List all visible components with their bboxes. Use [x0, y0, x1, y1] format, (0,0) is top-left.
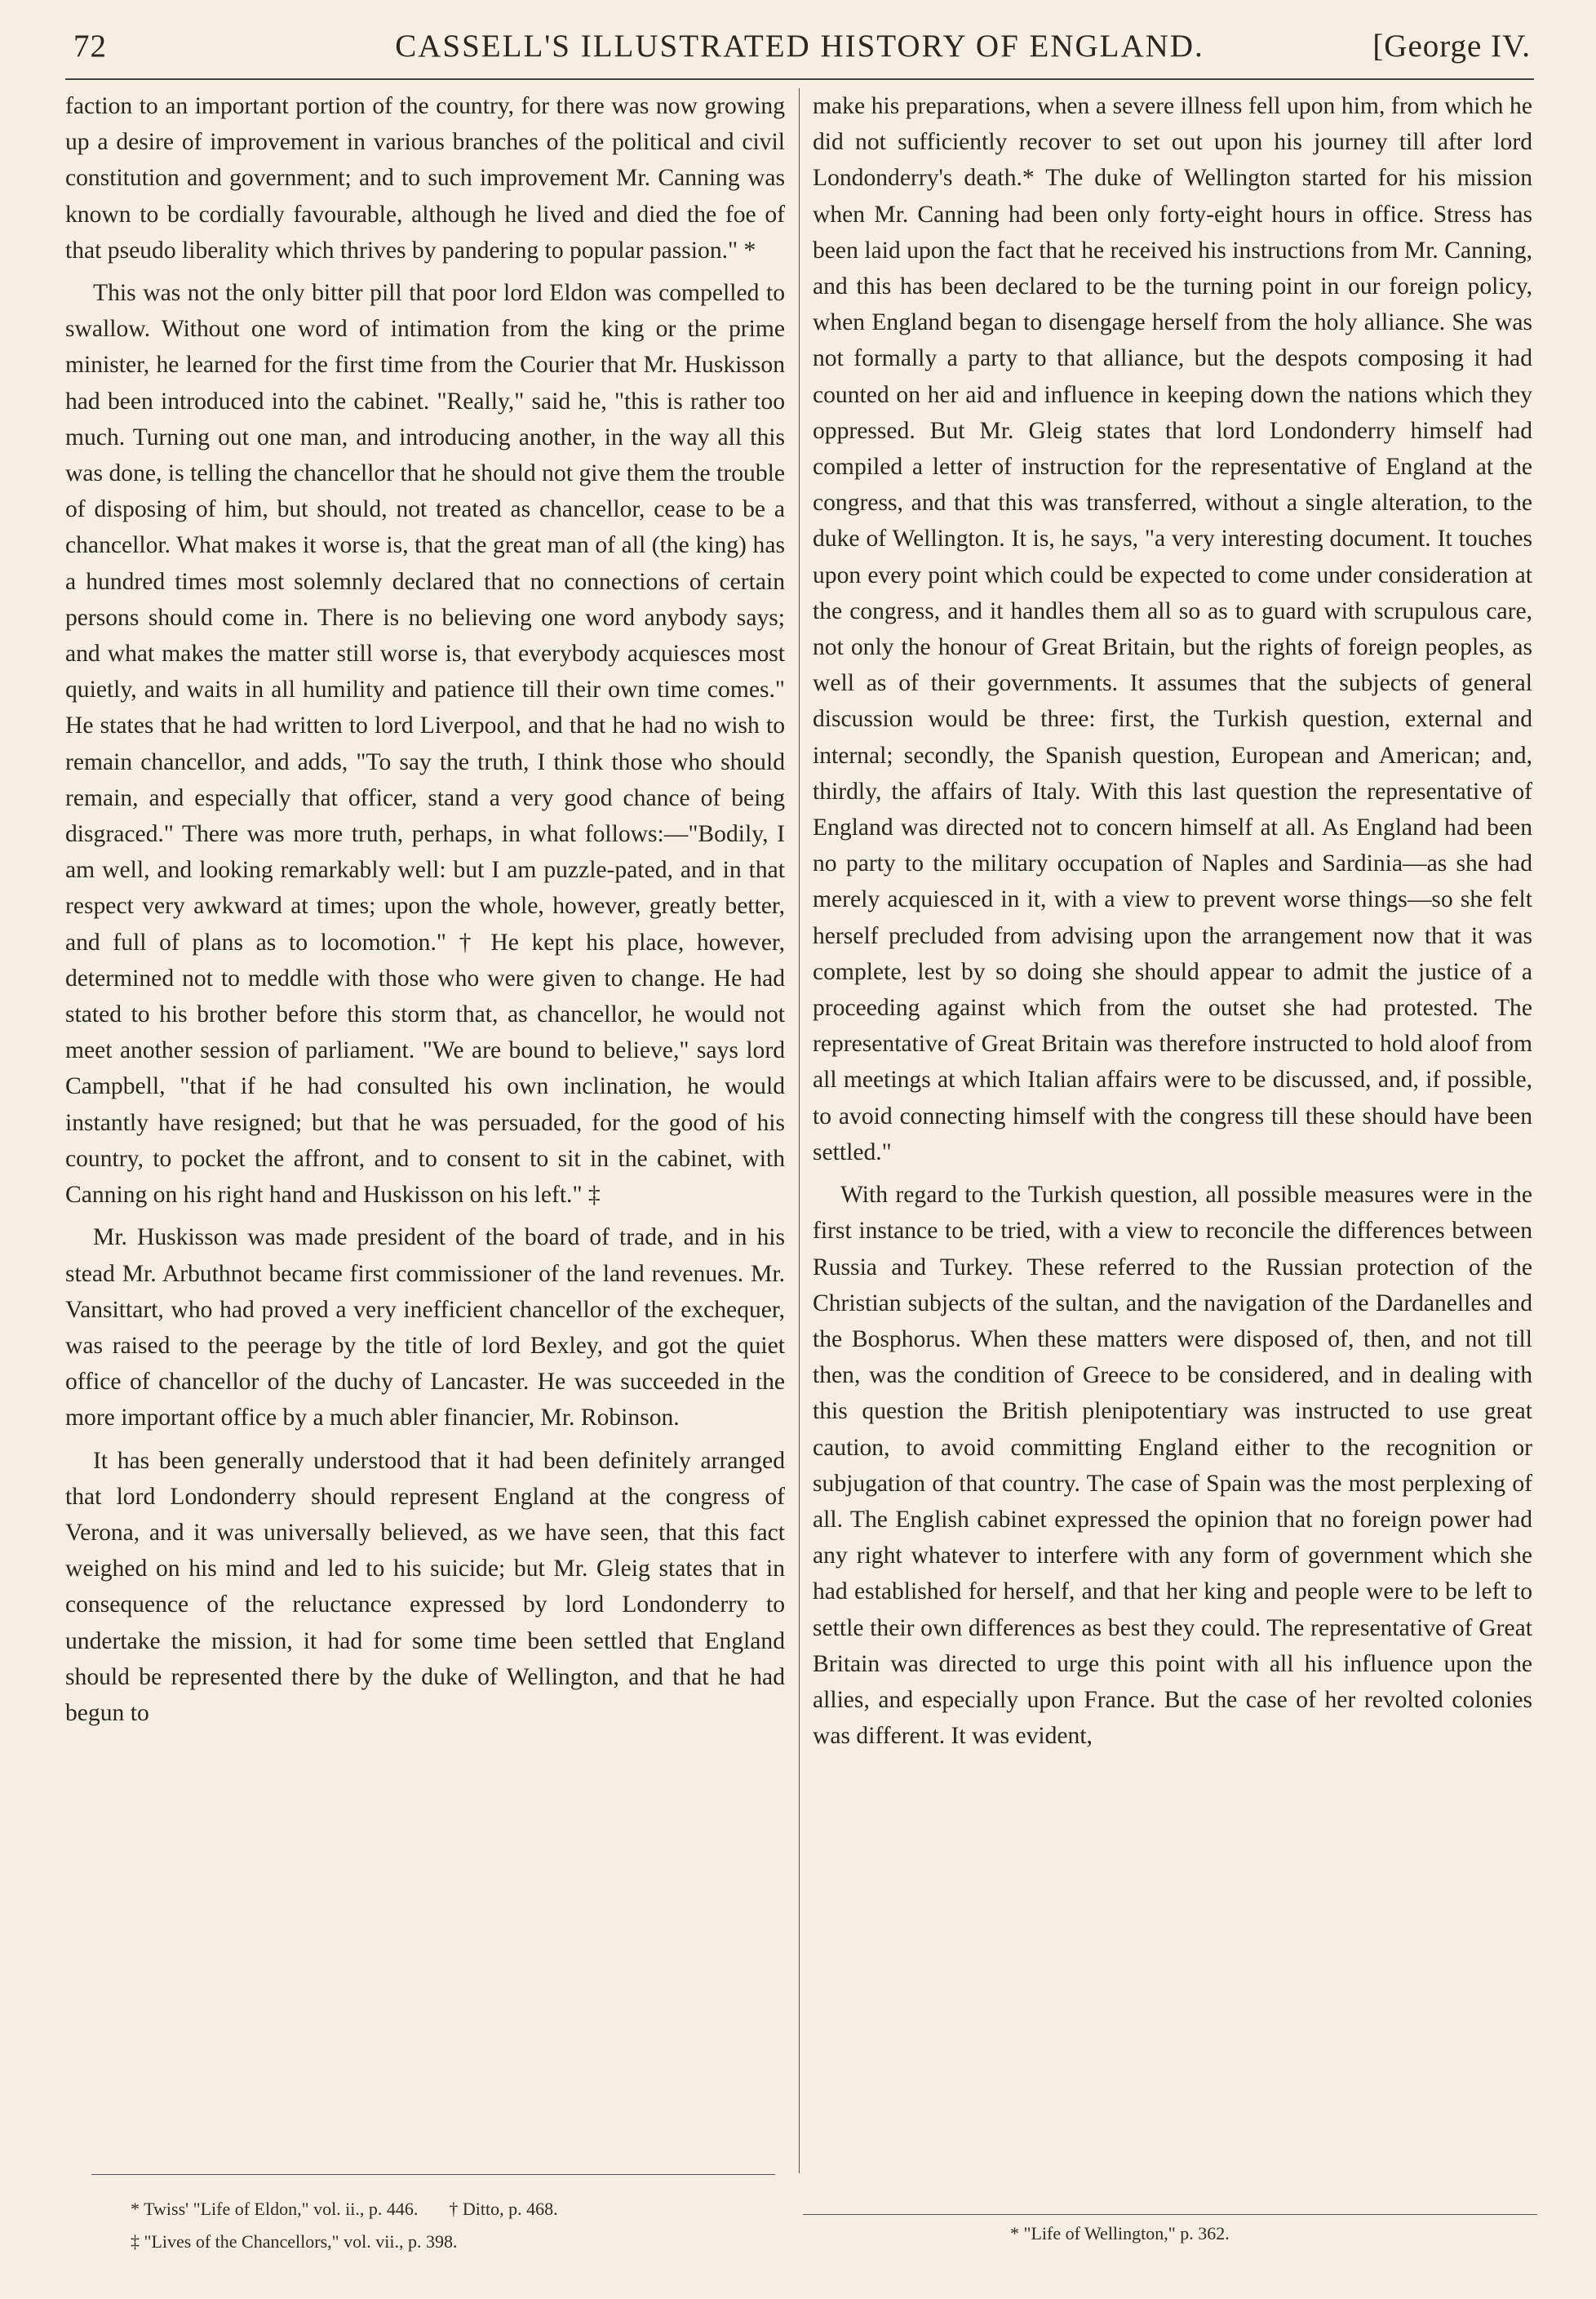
paragraph: make his preparations, when a severe illness fell upon him, from which he did not sufficiently recover to set out upon his journey till after lord Londonderry's death.* The duke of Wellington started for his mission when Mr. Canning had been only forty-eight hours in office. Stress has been laid upon the fact that he received his instructions from Mr. Canning, and this has been declared to be the turning point in our foreign policy, when England began to disengage herself from the holy alliance. She was not formally a party to that alliance, but the despots composing it had counted on her aid and influence in keeping down the nations which they oppressed. But Mr. Gleig states that lord Londonderry himself had compiled a letter of instruction for the representative of England at the congress, and that this was transferred, without a single alteration, to the duke of Wellington. It is, he says, "a very interesting document. It touches upon every point which could be expected to come under consideration at the congress, and it handles them all so as to guard with scrupulous care, not only the honour of Great Britain, but the rights of foreign peoples, as well as of their governments. It assumes that the subjects of general discussion would be three: first, the Turkish question, external and internal; secondly, the Spanish question, European and American; and, thirdly, the affairs of Italy. With this last question the representative of England was directed not to concern himself at all. As England had been no party to the military occupation of Naples and Sardinia—as she had merely acquiesced in it, with a view to prevent worse things—so she felt herself precluded from advising upon the arrangement now that it was complete, lest by so doing she should appear to admit the justice of a proceeding against which from the outset she had protested. The representative of Great Britain was therefore instructed to hold aloof from all meetings at which Italian affairs were to be discussed, and, if possible, to avoid connecting himself with the congress till these should have been settled.": [813, 93, 1532, 1165]
footnote: * "Life of Wellington," p. 362.: [1010, 2223, 1230, 2244]
footnote: † Ditto, p. 468.: [449, 2199, 558, 2219]
footnote-line: [1010, 2220, 1230, 2248]
footnote-rule: [803, 2214, 1537, 2215]
column-divider: [799, 88, 800, 2173]
paragraph: faction to an important portion of the country, for there was now growing up a desire of improvement in various branches of the political and civil constitution and government; and to such improvement Mr. Canning was known to be cordially favourable, although he lived and died the foe of that pseudo liberality which thrives by pandering to popular passion." *: [65, 93, 785, 264]
footnote-rule: [91, 2174, 775, 2175]
paragraph: This was not the only bitter pill that poor lord Eldon was compelled to swallow. Without one word of intimation from the king or the prime minister, he learned for the first time from the Courier that Mr. Huskisson had been introduced into the cabinet. "Really," said he, "this is rather too much. Turning out one man, and introducing another, in the way all this was done, is telling the chancellor that he should not give them the trouble of disposing of him, but should, not treated as chancellor, cease to be a chancellor. What makes it worse is, that the great man of all (the king) has a hundred times most solemnly declared that no connections of certain persons should come in. There is no believing one word anybody says; and what makes the matter still worse is, that everybody acquiesces most quietly, and waits in all humility and patience till their own time comes." He states that he had written to lord Liverpool, and that he had no wish to remain chancellor, and adds, "To say the truth, I think those who should remain, and especially that officer, stand a very good chance of being disgraced." There was more truth, perhaps, in what follows:—"Bodily, I am well, and looking remarkably well: but I am puzzle-pated, and in that respect very awkward at times; upon the whole, however, greatly better, and full of plans as to locomotion." † He kept his place, however, determined not to meddle with those who were given to change. He had stated to his brother before this storm that, as chancellor, he would not meet another session of parliament. "We are bound to believe," says lord Campbell, "that if he had consulted his own inclination, he would instantly have resigned; but that he was persuaded, for the good of his country, to pocket the affront, and to consent to sit in the cabinet, with Canning on his right hand and Huskisson on his left." ‡: [65, 280, 785, 1209]
paragraph: Mr. Huskisson was made president of the board of trade, and in his stead Mr. Arbuthnot became first commissioner of the land revenues. Mr. Vansittart, who had proved a very inefficient chancellor of the exchequer, was raised to the peerage by the title of lord Bexley, and got the quiet office of chancellor of the duchy of Lancaster. He was succeeded in the more important office by a much abler financier, Mr. Robinson.: [65, 1224, 785, 1431]
paragraph: With regard to the Turkish question, all possible measures were in the first instance to be tried, with a view to reconcile the differences between Russia and Turkey. These referred to the Russian protection of the Christian subjects of the sultan, and the navigation of the Dardanelles and the Bosphorus. When these matters were disposed of, then, and not till then, was the condition of Greece to be considered, and in dealing with this question the British plenipotentiary was instructed to use great caution, to avoid committing England either to the recognition or subjugation of that country. The case of Spain was the most perplexing of all. The English cabinet expressed the opinion that no foreign power had any right whatever to interfere with any form of government which she had established for herself, and that her king and people were to be left to settle their own differences as best they could. The representative of Great Britain was directed to urge this point with all his influence upon the allies, and especially upon France. But the case of her revolted colonies was different. It was evident,: [813, 1182, 1532, 1750]
paragraph: It has been generally understood that it had been definitely arranged that lord Londonderry should represent England at the congress of Verona, and it was universally believed, as we have seen, that this fact weighed on his mind and led to his suicide; but Mr. Gleig states that in consequence of the reluctance expressed by lord Londonderry to undertake the mission, it had for some time been settled that England should be represented there by the duke of Wellington, and that he had begun to: [65, 1447, 785, 1726]
reign-label: [George IV.: [1372, 29, 1531, 64]
running-header: [65, 28, 1534, 73]
book-title: CASSELL'S ILLUSTRATED HISTORY OF ENGLAND.: [395, 29, 1204, 64]
footnote: * Twiss' "Life of Eldon," vol. ii., p. 446.: [131, 2199, 419, 2219]
footnote-line: [131, 2228, 457, 2256]
left-column: [65, 88, 785, 1731]
right-column: [813, 88, 1532, 1754]
page-number: 72: [73, 29, 107, 64]
footnote: ‡ "Lives of the Chancellors," vol. vii., p. 398.: [131, 2231, 458, 2252]
header-rule: [65, 78, 1534, 80]
footnote-line: [131, 2195, 558, 2223]
